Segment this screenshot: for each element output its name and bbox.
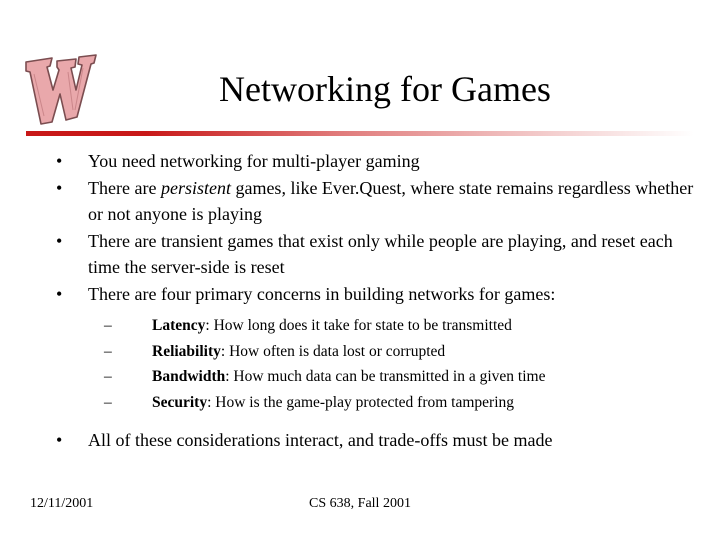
- bullet-dot: •: [56, 177, 63, 198]
- bullet-item: [56, 228, 696, 281]
- bullet-text: [88, 430, 553, 450]
- concern-description: : How much data can be transmitted in a given time: [225, 368, 546, 385]
- sub-bullet-list: [88, 313, 696, 415]
- concern-description: : How often is data lost or corrupted: [220, 342, 446, 360]
- bullet-list: [56, 148, 696, 454]
- title-underline: [26, 131, 694, 136]
- bullet-item: [56, 427, 696, 454]
- bullet-dot: •: [56, 430, 63, 450]
- bullet-dot: •: [56, 151, 63, 171]
- footer-course: CS 638, Fall 2001: [309, 496, 411, 511]
- w-logo-shape: [26, 55, 96, 124]
- bullet-dot: •: [56, 230, 63, 251]
- bullet-text-segment: games, like Ever.Quest, where state remains regardless whether or not anyone is playing: [88, 177, 694, 224]
- concern-description: : How long does it take for state to be transmitted: [205, 317, 512, 334]
- concern-term: Reliability: [152, 342, 221, 360]
- bullet-text-segment: There are: [88, 177, 161, 198]
- concern-term: Bandwidth: [152, 368, 226, 385]
- sub-bullet-dash: –: [104, 368, 112, 385]
- bullet-text-segment: All of these considerations interact, and trade-offs must be made: [88, 430, 553, 450]
- sub-bullet-dash: –: [104, 342, 112, 360]
- bullet-text: [88, 284, 555, 304]
- concern-description: : How is the game-play protected from tampering: [207, 393, 514, 411]
- footer-date: 12/11/2001: [30, 496, 94, 511]
- w-crest-logo: [20, 50, 100, 128]
- bullet-dot: •: [56, 283, 63, 304]
- bullet-text: [88, 231, 673, 278]
- underline-fade: [146, 131, 694, 136]
- sub-bullet-item: [88, 364, 696, 390]
- bullet-text-segment: There are four primary concerns in building networks for games:: [88, 283, 556, 304]
- sub-bullet-dash: –: [104, 393, 112, 411]
- bullet-item: [56, 281, 696, 416]
- underline-solid: [26, 131, 146, 136]
- bullet-text: [88, 178, 693, 225]
- w-logo-icon: [20, 50, 100, 128]
- sub-bullet-dash: –: [104, 317, 112, 334]
- concern-term: Security: [152, 393, 208, 411]
- bullet-text: [88, 151, 420, 171]
- sub-bullet-item: [88, 390, 696, 416]
- bullet-text-segment: There are transient games that exist only while people are playing, and reset each time the server-side is reset: [88, 230, 673, 277]
- concern-term: Latency: [152, 317, 206, 334]
- slide-title: Networking for Games: [219, 69, 551, 109]
- bullet-text-italic: persistent: [160, 177, 231, 198]
- bullet-item: [56, 148, 696, 175]
- sub-bullet-item: [88, 313, 696, 339]
- bullet-text-segment: You need networking for multi-player gaming: [88, 151, 420, 171]
- bullet-item: [56, 175, 696, 228]
- sub-bullet-item: [88, 339, 696, 365]
